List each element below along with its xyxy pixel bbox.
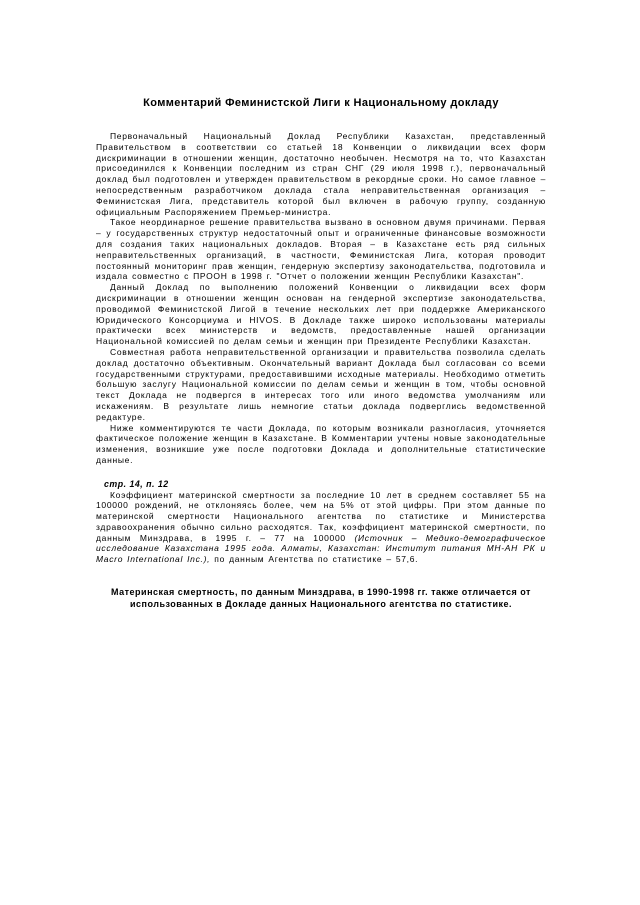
maternal-mortality-text: Коэффициент материнской смертности за последние 10 лет в среднем составляет 55 на 100000 рождений, не отклоняясь более, чем на 5% от этой цифры. При этом данные по материнской смертности Национального агентства по статистике и Министерства здравоохранения обычно сильно расходятся. Так, коэффициент материнской смертности, по данным Минздрава, в 1995 г. – 77 на 100000 bbox=[96, 489, 546, 543]
maternal-mortality-text-tail: по данным Агентства по статистике – 57,6. bbox=[210, 554, 419, 565]
document-content bbox=[96, 97, 546, 610]
section-heading-page-14-item-12: стр. 14, п. 12 bbox=[104, 478, 169, 489]
intro-paragraph-5: Ниже комментируются те части Доклада, по которым возникали разногласия, уточняется фактическое положение женщин в Казахстане. В Комментарии учтены новые законодательные изменения, возникшие уже после подготовки Доклада и дополнительные статистические данные. bbox=[96, 422, 546, 465]
intro-paragraph-1: Первоначальный Национальный Доклад Республики Казахстан, представленный Правительством в соответствии со статьей 18 Конвенции о ликвидации всех форм дискриминации в отношении женщин, достаточно необычен. Несмотря на то, что Казахстан присоединился к Конвенции последним из стран СНГ (29 июля 1998 г.), первоначальный доклад был подготовлен и утвержден правительством в рекордные сроки. Но самое главное – непосредственным разработчиком доклада стала неправительственная организация – Феминистская Лига, представитель которой был включен в рабочую группу, созданную официальным Распоряжением Премьер-министра. bbox=[96, 131, 546, 217]
page-title: Комментарий Феминистской Лиги к Национальному докладу bbox=[143, 97, 499, 109]
league-comment-highlight: Материнская смертность, по данным Минздрава, в 1990-1998 гг. также отличается от использованных в Докладе данных Национального агентства по статистике. bbox=[111, 587, 531, 609]
intro-paragraph-3: Данный Доклад по выполнению положений Конвенции о ликвидации всех форм дискриминации в отношении женщин основан на гендерной экспертизе законодательства, проводимой Феминистской Лигой в течение нескольких лет при поддержке Американского Юридического Консорциума и HIVOS. В Докладе также широко использованы материалы практически всех министерств и ведомств, предоставленные нашей организации Национальной комиссией по делам семьи и женщин при Президенте Республики Казахстан. bbox=[96, 282, 546, 347]
maternal-mortality-paragraph bbox=[96, 490, 546, 566]
intro-paragraph-4: Совместная работа неправительственной организации и правительства позволила сделать доклад достаточно объективным. Окончательный вариант Доклада был согласован со всеми государственными структурами, предоставившими исходные материалы. Необходимо отметить большую заслугу Национальной комиссии по делам семьи и женщин в том, чтобы основной текст Доклада не подвергся в интересах того или иного ведомства умолчаниям или искажениям. В результате лишь немногие статьи доклада подверглись ведомственной редактуре. bbox=[96, 346, 546, 422]
source-citation: (Источник – Медико-демографическое исследование Казахстана 1995 года. Алматы, Казахстан: Институт питания МН-АН РК и Macro International Inc.), bbox=[96, 532, 546, 565]
intro-paragraph-2: Такое неординарное решение правительства вызвано в основном двумя причинами. Первая – у государственных структур недостаточный опыт и ограниченные финансовые возможности для создания таких национальных докладов. Вторая – в Казахстане есть ряд сильных неправительственных организаций, в частности, Феминистская Лига, которая проводит постоянный мониторинг прав женщин, гендерную экспертизу законодательства, подготовила и издала совместно с ПРООН в 1998 г. "Отчет о положении женщин Республики Казахстан". bbox=[96, 217, 546, 282]
